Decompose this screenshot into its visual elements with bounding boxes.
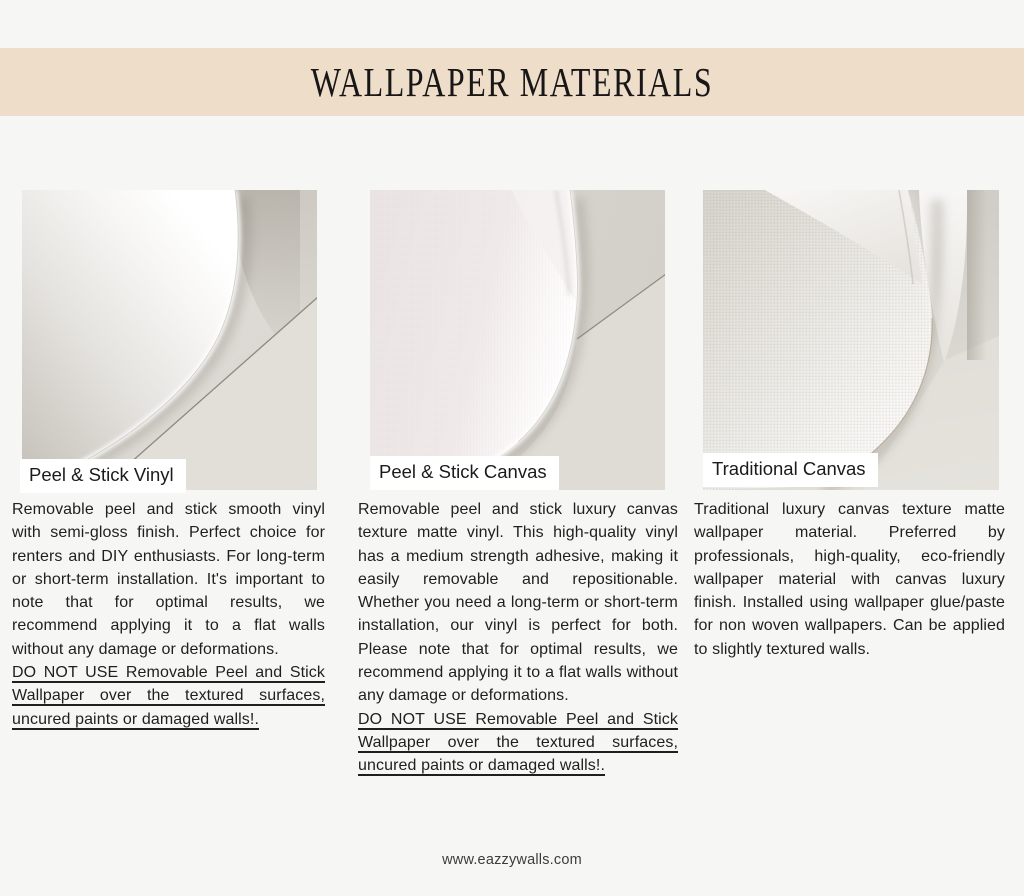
material-label-canvas: Peel & Stick Canvas xyxy=(370,456,559,491)
material-warning: DO NOT USE Removable Peel and Stick Wallpaper over the textured surfaces, uncured paints or damaged walls!. xyxy=(358,710,678,775)
material-description: Removable peel and stick luxury canvas texture matte vinyl. This high-quality vinyl has a medium strength adhesive, making it easily removable and repositionable. Whether you need a long-term or short-term installation, our vinyl is perfect for both. Please note that for optimal results, we recommend applying it to a flat walls without any damage or deformations. xyxy=(358,501,678,705)
traditional-canvas-photo xyxy=(703,190,999,490)
canvas-curl-illustration xyxy=(370,190,665,490)
material-description: Removable peel and stick smooth vinyl with semi-gloss finish. Perfect choice for renters and DIY enthusiasts. For long-term or short-term installation. It's important to note that for optimal results, we recommend applying it to a flat walls without any damage or deformations. xyxy=(12,501,325,658)
traditional-description-column xyxy=(694,498,1005,661)
vinyl-curl-illustration xyxy=(22,190,317,490)
material-label-vinyl: Peel & Stick Vinyl xyxy=(20,459,186,494)
woven-canvas-curl-illustration xyxy=(703,190,999,490)
page-title: WALLPAPER MATERIALS xyxy=(310,59,714,105)
vinyl-photo xyxy=(22,190,317,490)
canvas-photo xyxy=(370,190,665,490)
website-url: www.eazzywalls.com xyxy=(442,852,582,868)
material-label-traditional: Traditional Canvas xyxy=(703,453,878,488)
header-banner xyxy=(0,48,1024,116)
material-warning: DO NOT USE Removable Peel and Stick Wallpaper over the textured surfaces, uncured paints or damaged walls!. xyxy=(12,664,325,728)
vinyl-description-column xyxy=(12,498,325,731)
material-description: Traditional luxury canvas texture matte wallpaper material. Preferred by professionals, high-quality, eco-friendly wallpaper material with canvas luxury finish. Installed using wallpaper glue/paste for non woven wallpapers. Can be applied to slightly textured walls. xyxy=(694,501,1005,658)
canvas-description-column xyxy=(358,498,678,778)
